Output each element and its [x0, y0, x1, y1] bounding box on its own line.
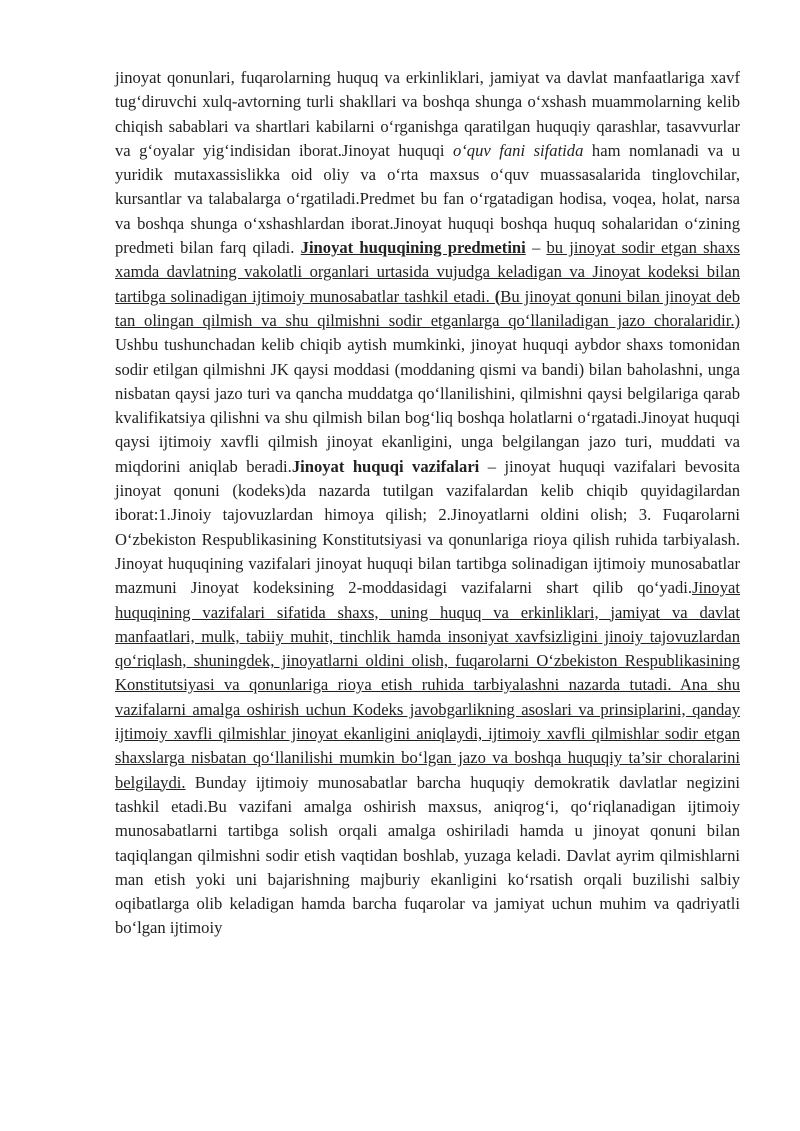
underlined-text-run: bu jinoyat sodir etgan shaxs xamda davlatning vakolatli organlari urtasida vujudga keladigan va Jinoyat kodeksi bilan tartibga solinadigan ijtimoiy munosabatlar tashkil etadi.: [115, 238, 740, 306]
bold-underlined-heading: Jinoyat huquqining predmetini: [300, 238, 526, 258]
underlined-text-run: Bu jinoyat qonuni bilan jinoyat deb tan olingan qilmish va shu qilmishni sodir etganlarga qo‘llaniladigan jazo choralaridir.): [115, 286, 740, 330]
italic-text-run: o‘quv fani sifatida: [452, 140, 584, 160]
bold-underlined-paren: (: [494, 286, 501, 306]
text-run: Ushbu tushunchadan kelib chiqib aytish mumkinki, jinoyat huquqi aybdor shaxs tomonidan sodir etilgan qilmishni JK qaysi moddasi (moddaning qismi va bandi) bilan baholashni, unga nisbatan qaysi jazo turi va qancha muddatga qo‘llanilishini, qilmishni qaysi belgilariga qarab kvalifikatsiya qilishni va shu qilmish bilan bog‘liq boshqa holatlarni o‘rgatadi.Jinoyat huquqi qaysi ijtimoiy xavfli qilmish jinoyat ekanligini, unga belgilangan jazo turi, muddati va miqdorini aniqlab beradi.: [115, 335, 740, 476]
text-run: ham nomlanadi va u yuridik mutaxassislikka oid oliy va o‘rta maxsus o‘quv muassasalarida tinglovchilar, kursantlar va talabalarga o‘rgatiladi.Predmet bu fan o‘rgatadigan hodisa, voqea, holat, narsa va boshqa shunga o‘xshashlardan iborat.Jinoyat huquqi boshqa huquq sohalaridan o‘zining predmeti bilan farq qiladi.: [115, 140, 741, 258]
document-page: [115, 66, 740, 941]
text-run: Bunday ijtimoiy munosabatlar barcha huquqiy demokratik davlatlar negizini tashkil etadi.Bu vazifani amalga oshirish maxsus, aniqrog‘i, qo‘riqlanadigan ijtimoiy munosabatlarni tartibga solish orqali amalga oshiriladi hamda u jinoyat qonuni bilan taqiqlangan qilmishni sodir etish vaqtidan boshlab, yuzaga keladi. Davlat ayrim qilmishlarni man etish yoki uni bajarishning majburiy ekanligini ko‘rsatish orqali buzilishi salbiy oqibatlarga olib keladigan hamda barcha fuqarolar va jamiyat uchun muhim va qadriyatli bo‘lgan ijtimoiy: [115, 772, 740, 938]
underlined-text-run: Jinoyat huquqining vazifalari sifatida shaxs, uning huquq va erkinliklari, jamiyat va davlat manfaatlari, mulk, tabiiy muhit, tinchlik hamda insoniyat xavfsizligini jinoiy tajovuzlardan qo‘riqlash, shuningdek, jinoyatlarni oldini olish, fuqarolarni O‘zbekiston Respublikasining Konstitutsiyasi va qonunlariga rioya etish ruhida tarbiyalashni nazarda tutadi. Ana shu vazifalarni amalga oshirish uchun Kodeks javobgarlikning asoslari va prinsiplarini, qanday ijtimoiy xavfli qilmishlar jinoyat ekanligini aniqlaydi, ijtimoiy xavfli qilmishlar sodir etgan shaxslarga nisbatan qo‘llanilishi mumkin bo‘lgan jazo va boshqa huquqiy ta’sir choralarini belgilaydi.: [115, 578, 740, 792]
text-run: – jinoyat huquqi vazifalari bevosita jinoyat qonuni (kodeks)da nazarda tutilgan vazifalardan kelib chiqib quyidagilardan iborat:1.Jinoiy tajovuzlardan himoya qilish; 2.Jinoyatlarni oldini olish; 3. Fuqarolarni O‘zbekiston Respublikasining Konstitutsiyasi va qonunlariga rioya qilish ruhida tarbiyalash. Jinoyat huquqining vazifalari jinoyat huquqi bilan tartibga solinadigan ijtimoiy munosabatlar mazmuni Jinoyat kodeksining 2-moddasidagi vazifalarni shart qilib qo‘yadi.: [115, 456, 740, 598]
text-run: –: [525, 238, 547, 258]
text-run: jinoyat qonunlari, fuqarolarning huquq va erkinliklari, jamiyat va davlat manfaatlariga xavf tug‘diruvchi xulq-avtorning turli shakllari va boshqa shunga o‘xshash muammolarning kelib chiqish sabablari va shartlari kabilarni o‘rganishga qaratilgan huquqiy qarashlar, tasavvurlar va g‘oyalar yig‘indisidan iborat.Jinoyat huquqi: [115, 68, 740, 160]
bold-heading: Jinoyat huquqi vazifalari: [291, 456, 480, 476]
